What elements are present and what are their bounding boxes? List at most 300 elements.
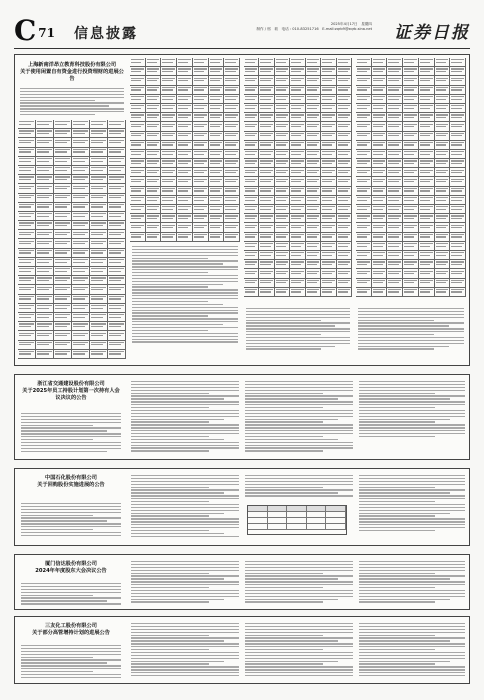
table-cell — [419, 122, 435, 130]
table-cell — [161, 104, 177, 112]
table-cell — [90, 313, 108, 321]
table-cell — [161, 86, 177, 94]
table-row — [18, 249, 126, 258]
table-cell — [337, 251, 352, 259]
table-row — [356, 141, 466, 150]
table-cell — [224, 214, 240, 222]
table-cell — [403, 233, 419, 241]
table-row — [244, 260, 352, 269]
table-cell — [275, 132, 290, 140]
table-cell — [90, 184, 108, 192]
table-cell — [36, 341, 54, 349]
table-cell — [177, 86, 193, 94]
table-cell — [403, 269, 419, 277]
table-cell — [54, 285, 72, 293]
block5-headline — [21, 623, 121, 637]
table-cell — [321, 223, 336, 231]
table-cell — [90, 194, 108, 202]
table-cell — [72, 276, 90, 284]
table-cell — [108, 285, 126, 293]
table-cell — [146, 86, 162, 94]
table-cell — [290, 251, 305, 259]
table-cell — [275, 196, 290, 204]
table-cell — [224, 113, 240, 121]
table-cell — [36, 175, 54, 183]
table-cell — [372, 168, 388, 176]
table-cell — [244, 251, 259, 259]
table-cell — [209, 177, 225, 185]
table-cell — [372, 205, 388, 213]
table-row — [244, 177, 352, 186]
table-cell — [337, 242, 352, 250]
table-cell — [18, 341, 36, 349]
table-cell — [356, 104, 372, 112]
table-cell — [337, 122, 352, 130]
table-cell — [161, 58, 177, 66]
table-cell — [403, 113, 419, 121]
table-cell — [419, 86, 435, 94]
table-cell — [290, 150, 305, 158]
table-cell — [372, 242, 388, 250]
table-cell — [108, 230, 126, 238]
table-cell — [146, 196, 162, 204]
table-cell — [435, 86, 451, 94]
table-cell — [54, 304, 72, 312]
table-cell — [337, 260, 352, 268]
table-cell — [290, 214, 305, 222]
table-cell — [275, 104, 290, 112]
table-cell — [90, 249, 108, 257]
table-cell — [18, 304, 36, 312]
table-cell — [193, 67, 209, 75]
table-cell — [130, 168, 146, 176]
table-cell — [435, 223, 451, 231]
block2-headline — [21, 381, 121, 402]
table-cell — [18, 258, 36, 266]
table-cell — [244, 233, 259, 241]
table-cell — [321, 279, 336, 287]
table-cell — [177, 95, 193, 103]
table-cell — [177, 214, 193, 222]
table-cell — [244, 132, 259, 140]
table-cell — [161, 168, 177, 176]
table-cell — [356, 132, 372, 140]
table-cell — [90, 304, 108, 312]
table-cell — [259, 196, 274, 204]
table-cell — [90, 267, 108, 275]
table-cell — [244, 86, 259, 94]
block3-company: 中国石化股份有限公司 — [45, 475, 97, 481]
table-row — [356, 122, 466, 131]
table-cell — [193, 187, 209, 195]
table-cell — [146, 187, 162, 195]
table-cell — [108, 304, 126, 312]
block1-notes-text — [132, 246, 238, 344]
table-row — [18, 313, 126, 322]
table-cell — [177, 58, 193, 66]
table-cell — [387, 95, 403, 103]
table-cell — [193, 132, 209, 140]
table-cell — [130, 141, 146, 149]
table-cell — [161, 76, 177, 84]
table-cell — [275, 269, 290, 277]
table-cell — [72, 138, 90, 146]
block1-column-3 — [244, 58, 352, 362]
table-cell — [244, 150, 259, 158]
table-cell — [387, 205, 403, 213]
table-cell — [337, 233, 352, 241]
table-cell — [372, 58, 388, 66]
table-cell — [108, 313, 126, 321]
table-row — [244, 214, 352, 223]
table-cell — [321, 205, 336, 213]
table-cell — [356, 223, 372, 231]
table-cell — [337, 58, 352, 66]
table-cell — [244, 214, 259, 222]
table-cell — [419, 168, 435, 176]
table-cell — [275, 141, 290, 149]
table-cell — [18, 194, 36, 202]
table-cell — [321, 58, 336, 66]
table-cell — [224, 58, 240, 66]
table-cell — [387, 214, 403, 222]
table-cell — [337, 67, 352, 75]
table-cell — [306, 122, 321, 130]
table-row — [18, 203, 126, 212]
table-cell — [161, 150, 177, 158]
block4-title: 2024年年度股东大会决议公告 — [35, 568, 107, 574]
table-cell — [372, 76, 388, 84]
table-row — [18, 230, 126, 239]
table-cell — [130, 122, 146, 130]
table-cell — [435, 76, 451, 84]
table-cell — [259, 233, 274, 241]
table-cell — [36, 285, 54, 293]
table-cell — [387, 76, 403, 84]
table-cell — [177, 122, 193, 130]
table-cell — [244, 104, 259, 112]
table-cell — [275, 260, 290, 268]
block1-headline — [20, 62, 124, 83]
table-cell — [419, 251, 435, 259]
table-row — [244, 251, 352, 260]
table-cell — [146, 95, 162, 103]
table-row — [356, 76, 466, 85]
table-cell — [36, 249, 54, 257]
table-cell — [224, 187, 240, 195]
table-cell — [450, 214, 466, 222]
table-cell — [209, 150, 225, 158]
table-cell — [18, 249, 36, 257]
table-cell — [321, 159, 336, 167]
table-cell — [419, 205, 435, 213]
table-cell — [403, 159, 419, 167]
table-cell — [72, 184, 90, 192]
table-cell — [36, 194, 54, 202]
table-cell — [90, 166, 108, 174]
table-cell — [72, 313, 90, 321]
table-cell — [224, 86, 240, 94]
table-cell — [108, 148, 126, 156]
table-cell — [356, 58, 372, 66]
table-cell — [108, 341, 126, 349]
table-cell — [108, 221, 126, 229]
table-cell — [244, 177, 259, 185]
table-cell — [321, 251, 336, 259]
table-row — [244, 205, 352, 214]
table-cell — [146, 205, 162, 213]
table-cell — [54, 258, 72, 266]
table-cell — [321, 269, 336, 277]
table-row — [356, 214, 466, 223]
table-cell — [54, 249, 72, 257]
table-cell — [356, 141, 372, 149]
table-cell — [130, 223, 146, 231]
table-cell — [18, 350, 36, 358]
table-cell — [356, 150, 372, 158]
table-cell — [419, 223, 435, 231]
block1-company: 上海新南洋昂立教育科技股份有限公司 — [27, 62, 117, 68]
table-cell — [356, 177, 372, 185]
table-cell — [177, 67, 193, 75]
table-cell — [419, 279, 435, 287]
table-cell — [387, 233, 403, 241]
table-cell — [90, 276, 108, 284]
table-row — [18, 212, 126, 221]
table-cell — [403, 214, 419, 222]
table-cell — [337, 104, 352, 112]
table-cell — [435, 260, 451, 268]
table-cell — [419, 288, 435, 296]
table-cell — [290, 269, 305, 277]
table-cell — [321, 214, 336, 222]
table-cell — [244, 269, 259, 277]
table-cell — [161, 67, 177, 75]
table-cell — [36, 267, 54, 275]
table-cell — [435, 113, 451, 121]
table-cell — [209, 223, 225, 231]
block3-col2-text — [131, 475, 239, 539]
table-cell — [387, 58, 403, 66]
table-cell — [387, 242, 403, 250]
table-cell — [450, 205, 466, 213]
table-cell — [72, 285, 90, 293]
table-cell — [259, 58, 274, 66]
table-cell — [306, 269, 321, 277]
table-cell — [193, 233, 209, 241]
table-row — [356, 251, 466, 260]
table-cell — [36, 138, 54, 146]
table-cell — [209, 196, 225, 204]
table-row — [356, 187, 466, 196]
page-number: C 71 — [14, 14, 55, 47]
table-row — [244, 242, 352, 251]
table-row — [130, 104, 240, 113]
table-cell — [356, 205, 372, 213]
table-cell — [54, 295, 72, 303]
table-cell — [72, 304, 90, 312]
table-cell — [306, 95, 321, 103]
table-cell — [161, 205, 177, 213]
table-cell — [259, 288, 274, 296]
table-cell — [337, 159, 352, 167]
table-cell — [36, 148, 54, 156]
table-row — [244, 168, 352, 177]
table-cell — [193, 141, 209, 149]
table-cell — [36, 230, 54, 238]
table-cell — [450, 150, 466, 158]
contact-text: 制作 / 邢 莉 电话 : 010-83251716 E-mail:zqrb9@zqrb.sina.net — [256, 27, 372, 31]
table-cell — [372, 223, 388, 231]
table-cell — [419, 104, 435, 112]
table-cell — [130, 196, 146, 204]
table-cell — [244, 223, 259, 231]
table-row — [244, 113, 352, 122]
table-row — [244, 104, 352, 113]
table-cell — [244, 113, 259, 121]
table-cell — [72, 341, 90, 349]
table-row — [356, 177, 466, 186]
table-row — [18, 304, 126, 313]
table-cell — [306, 141, 321, 149]
table-cell — [54, 239, 72, 247]
table-cell — [321, 141, 336, 149]
table-cell — [18, 331, 36, 339]
table-cell — [209, 168, 225, 176]
table-cell — [275, 67, 290, 75]
table-cell — [275, 242, 290, 250]
table-cell — [356, 168, 372, 176]
table-cell — [450, 233, 466, 241]
table-cell — [108, 258, 126, 266]
table-cell — [146, 159, 162, 167]
table-cell — [54, 157, 72, 165]
table-cell — [337, 150, 352, 158]
table-cell — [419, 159, 435, 167]
table-cell — [435, 251, 451, 259]
table-cell — [321, 177, 336, 185]
table-cell — [419, 132, 435, 140]
table-cell — [224, 233, 240, 241]
table-cell — [435, 205, 451, 213]
block3-title: 关于回购股份实施进展的公告 — [37, 482, 105, 488]
table-cell — [306, 205, 321, 213]
table-cell — [18, 175, 36, 183]
table-cell — [275, 223, 290, 231]
table-cell — [130, 233, 146, 241]
table-cell — [146, 168, 162, 176]
block1-column-4 — [356, 58, 466, 362]
table-cell — [403, 67, 419, 75]
block1-table-d — [356, 58, 466, 297]
table-cell — [387, 187, 403, 195]
table-cell — [337, 86, 352, 94]
table-row — [244, 150, 352, 159]
table-cell — [146, 141, 162, 149]
table-row — [356, 104, 466, 113]
table-cell — [18, 230, 36, 238]
table-cell — [275, 150, 290, 158]
table-cell — [130, 95, 146, 103]
table-cell — [372, 177, 388, 185]
table-cell — [54, 212, 72, 220]
table-cell — [306, 242, 321, 250]
block1-table-b — [130, 58, 240, 242]
table-cell — [450, 104, 466, 112]
table-cell — [130, 159, 146, 167]
table-cell — [90, 295, 108, 303]
table-cell — [419, 196, 435, 204]
table-cell — [18, 221, 36, 229]
table-cell — [108, 239, 126, 247]
table-cell — [372, 132, 388, 140]
table-cell — [130, 113, 146, 121]
table-cell — [72, 148, 90, 156]
table-cell — [435, 214, 451, 222]
block1-table-a — [18, 120, 126, 359]
table-cell — [224, 168, 240, 176]
table-cell — [36, 331, 54, 339]
table-row — [244, 95, 352, 104]
table-cell — [337, 214, 352, 222]
table-cell — [419, 233, 435, 241]
table-row — [356, 113, 466, 122]
table-cell — [108, 203, 126, 211]
table-cell — [36, 157, 54, 165]
table-cell — [108, 166, 126, 174]
table-cell — [259, 269, 274, 277]
table-cell — [177, 104, 193, 112]
table-cell — [403, 187, 419, 195]
table-cell — [306, 104, 321, 112]
table-cell — [306, 159, 321, 167]
table-cell — [54, 138, 72, 146]
table-cell — [372, 269, 388, 277]
table-row — [356, 168, 466, 177]
table-cell — [306, 260, 321, 268]
table-cell — [18, 120, 36, 128]
newspaper-logo: 证券日报 — [394, 23, 470, 43]
table-cell — [356, 122, 372, 130]
table-cell — [90, 230, 108, 238]
announcement-block-1 — [14, 54, 470, 366]
table-cell — [130, 132, 146, 140]
table-cell — [161, 95, 177, 103]
table-cell — [54, 129, 72, 137]
table-cell — [108, 350, 126, 358]
table-cell — [290, 288, 305, 296]
table-cell — [18, 166, 36, 174]
table-cell — [54, 166, 72, 174]
table-cell — [244, 95, 259, 103]
table-cell — [306, 76, 321, 84]
table-cell — [146, 177, 162, 185]
block5-company: 三友化工股份有限公司 — [45, 623, 97, 629]
table-row — [356, 269, 466, 278]
table-cell — [387, 141, 403, 149]
table-cell — [54, 203, 72, 211]
table-cell — [403, 141, 419, 149]
table-cell — [177, 150, 193, 158]
table-cell — [356, 187, 372, 195]
table-cell — [259, 223, 274, 231]
table-cell — [54, 175, 72, 183]
table-cell — [72, 230, 90, 238]
table-cell — [306, 67, 321, 75]
table-row — [130, 86, 240, 95]
table-cell — [108, 194, 126, 202]
block1-intro-text — [20, 88, 124, 117]
